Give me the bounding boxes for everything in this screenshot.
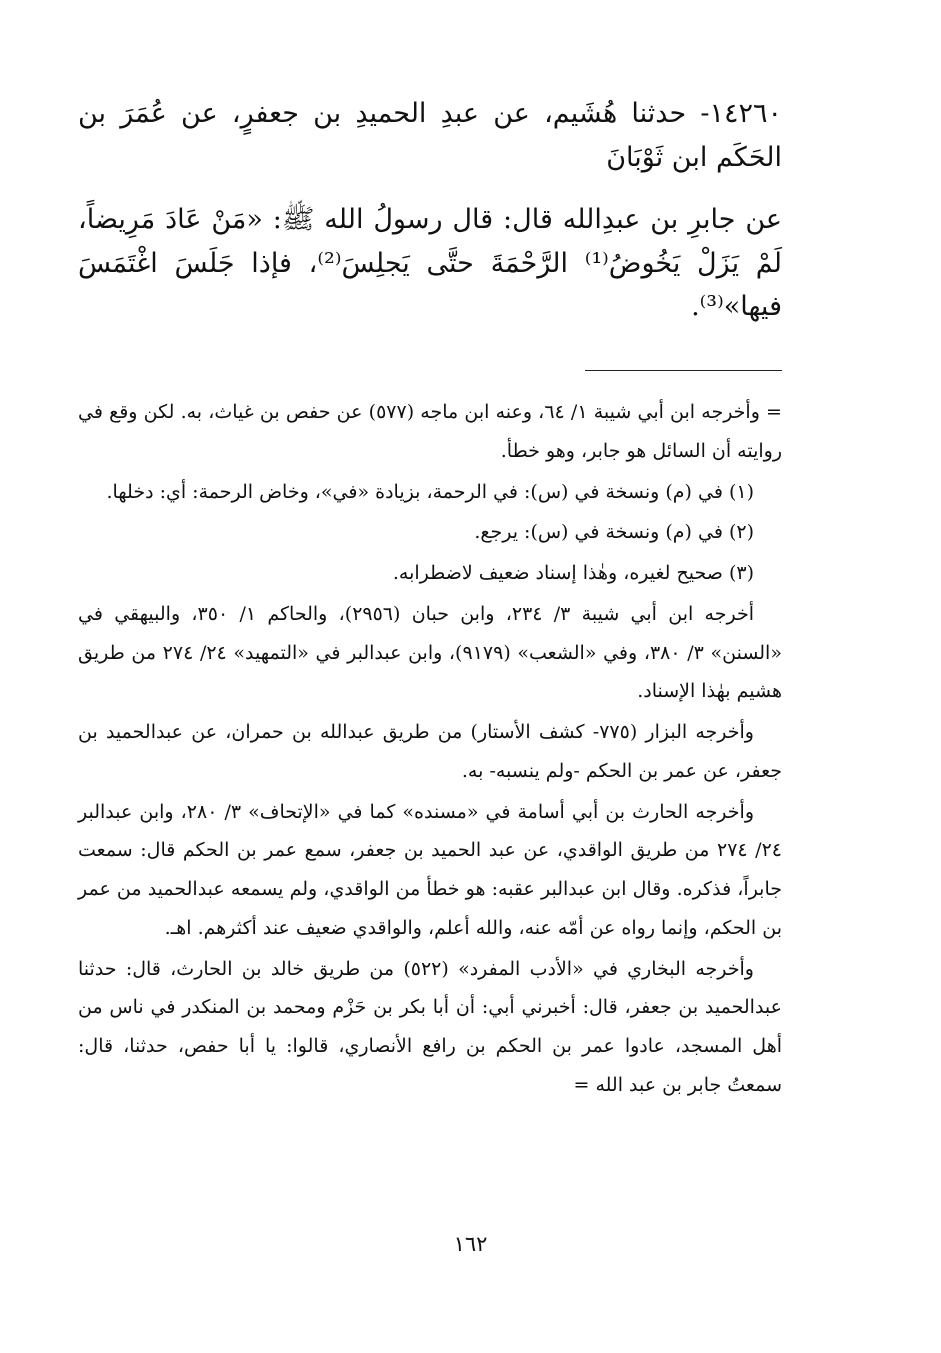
footnote-3: (٣) صحيح لغيره، وهٰذا إسناد ضعيف لاضطرابه. — [392, 562, 754, 584]
footnote-continuation: = وأخرجه ابن أبي شيبة ١/ ٦٤، وعنه ابن ماجه (٥٧٧) عن حفص بن غياث، به. لكن وقع في روايته أن السائل هو جابر، وهو خطأ. — [78, 401, 782, 462]
footnote-separator — [585, 370, 782, 371]
footnote-1: (١) في (م) ونسخة في (س): في الرحمة، بزيادة «في»، وخاض الرحمة: أي: دخلها. — [106, 480, 754, 503]
takhrij-paragraph: وأخرجه البزار (٧٧٥- كشف الأستار) من طريق عبدالله بن حمران، عن عبدالحميد بن جعفر، عن عمر بن الحكم -ولم ينسبه- به. — [78, 721, 782, 782]
hadith-matn: عن جابرِ بن عبدِالله قال: قال رسولُ الله ﷺ: «مَنْ عَادَ مَرِيضاً، لَمْ يَزَلْ يَخُوضُ⁽¹⁾ الرَّحْمَةَ حتَّى يَجلِسَ⁽²⁾، فإذا جَلَسَ اغْتَمَسَ فيها»⁽³⁾. — [78, 204, 783, 323]
page-number: ١٦٢ — [453, 1232, 488, 1256]
footnotes — [78, 393, 782, 1107]
takhrij-paragraph: وأخرجه البخاري في «الأدب المفرد» (٥٢٢) من طريق خالد بن الحارث، قال: حدثنا عبدالحميد بن جعفر، قال: أخبرني أبي: أن أبا بكر بن حَزْم ومحمد بن المنكدر في ناس من أهل المسجد، عادوا عمر بن الحكم بن رافع الأنصاري، قالوا: يا أبا حفص، حدثنا، قال: سمعتُ جابر بن عبد الله = — [78, 957, 782, 1096]
takhrij-paragraph: وأخرجه الحارث بن أبي أسامة في «مسنده» كما في «الإتحاف» ٣/ ٢٨٠، وابن عبدالبر ٢٤/ ٢٧٤ من طريق الواقدي، عن عبد الحميد بن جعفر، سمع عمر بن الحكم قال: سمعت جابراً، فذكره. وقال ابن عبدالبر عقبه: هو خطأ من الواقدي، ولم يسمعه عبدالحميد من عمر بن الحكم، وإنما رواه عن أمّه عنه، والله أعلم، والواقدي ضعيف عند أكثرهم. اهـ. — [78, 800, 782, 939]
hadith-isnad: ١٤٢٦٠- حدثنا هُشَيم، عن عبدِ الحميدِ بن جعفرٍ، عن عُمَرَ بن الحَكَم ابن ثَوْبَانَ — [78, 98, 782, 173]
footnote-2: (٢) في (م) ونسخة في (س): يرجع. — [474, 521, 754, 544]
takhrij-paragraph: أخرجه ابن أبي شيبة ٣/ ٢٣٤، وابن حبان (٢٩٥٦)، والحاكم ١/ ٣٥٠، والبيهقي في «السنن» ٣/ ٣٨٠، وفي «الشعب» (٩١٧٩)، وابن عبدالبر في «التمهيد» ٢٤/ ٢٧٤ من طريق هشيم بهٰذا الإسناد. — [78, 602, 782, 703]
